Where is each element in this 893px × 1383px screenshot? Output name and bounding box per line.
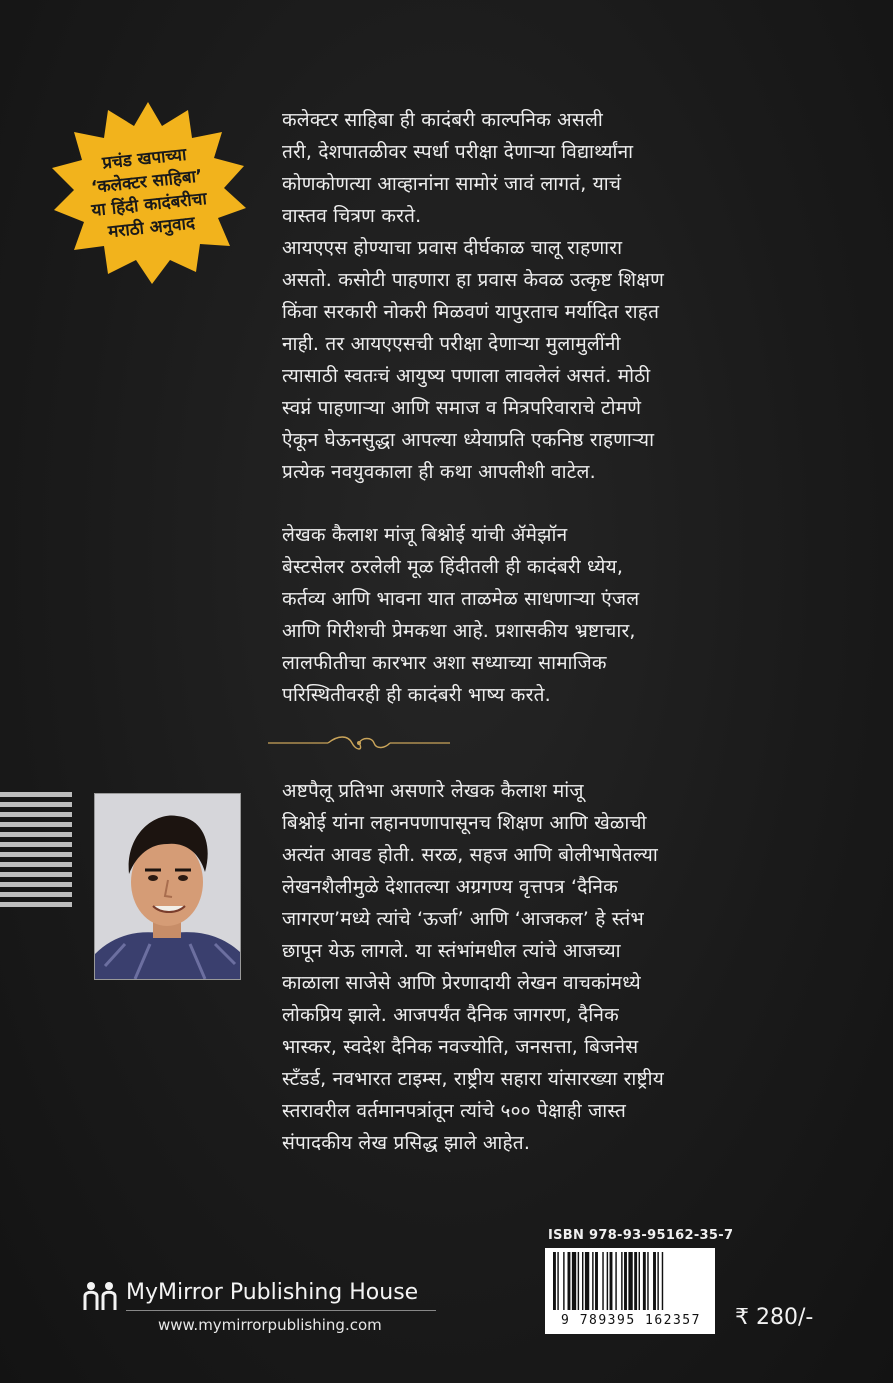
text-line: वास्तव चित्रण करते. xyxy=(282,205,422,227)
text-line: लेखनशैलीमुळे देशातल्या अग्रगण्य वृत्तपत्र ‘दैनिक xyxy=(282,876,618,898)
text-line: आयएएस होण्याचा प्रवास दीर्घकाळ चालू राहणारा xyxy=(282,237,623,259)
text-line: कर्तव्य आणि भावना यात ताळमेळ साधणाऱ्या एंजल xyxy=(282,588,640,610)
blurb-paragraph-3 xyxy=(282,519,770,711)
text-line: स्टँडर्ड, नवभारत टाइम्स, राष्ट्रीय सहारा यांसारख्या राष्ट्रीय xyxy=(282,1068,664,1090)
text-line: काळाला साजेसे आणि प्रेरणादायी लेखन वाचकांमध्ये xyxy=(282,972,641,994)
text-line: ऐकून घेऊनसुद्धा आपल्या ध्येयाप्रति एकनिष्ठ राहणाऱ्या xyxy=(282,429,655,451)
text-line: अष्टपैलू प्रतिभा असणारे लेखक कैलाश मांजू xyxy=(282,780,584,802)
decorative-stripes xyxy=(0,792,72,910)
text-line: जागरण’मध्ये त्यांचे ‘ऊर्जा’ आणि ‘आजकल’ हे स्तंभ xyxy=(282,908,644,930)
promo-starburst-badge xyxy=(48,100,248,285)
text-line: कोणकोणत्या आव्हानांना सामोरं जावं लागतं, याचं xyxy=(282,173,622,195)
text-line: लेखक कैलाश मांजू बिश्नोई यांची ॲमेझॉन xyxy=(282,524,568,546)
publisher-logo-icon xyxy=(82,1280,120,1310)
author-bio-paragraph xyxy=(282,775,770,1159)
badge-line: ‘कलेक्टर साहिबा’ xyxy=(90,166,204,198)
text-line: किंवा सरकारी नोकरी मिळवणं यापुरताच मर्यादित राहत xyxy=(282,301,660,323)
text-line: बेस्टसेलर ठरलेली मूळ हिंदीतली ही कादंबरी ध्येय, xyxy=(282,556,624,578)
price: ₹ 280/- xyxy=(735,1305,814,1330)
text-line: भास्कर, स्वदेश दैनिक नवज्योति, जनसत्ता, बिजनेस xyxy=(282,1036,639,1058)
text-line: त्यासाठी स्वतःचं आयुष्य पणाला लावलेलं असतं. मोठी xyxy=(282,365,651,387)
text-line: लालफीतीचा कारभार अशा सध्याच्या सामाजिक xyxy=(282,652,607,674)
text-line: तरी, देशपातळीवर स्पर्धा परीक्षा देणाऱ्या विद्यार्थ्यांना xyxy=(282,141,634,163)
blurb-paragraph-1 xyxy=(282,104,770,232)
publisher-url: www.mymirrorpublishing.com xyxy=(158,1316,382,1334)
isbn-label: ISBN 978-93-95162-35-7 xyxy=(548,1228,734,1243)
text-line: छापून येऊ लागले. या स्तंभांमधील त्यांचे आजच्या xyxy=(282,940,621,962)
ornament-divider xyxy=(268,732,450,754)
text-line: कलेक्टर साहिबा ही कादंबरी काल्पनिक असली xyxy=(282,109,603,131)
text-line: परिस्थितीवरही ही कादंबरी भाष्य करते. xyxy=(282,684,551,706)
text-line: स्तरावरील वर्तमानपत्रांतून त्यांचे ५०० पेक्षाही जास्त xyxy=(282,1100,626,1122)
badge-line: या हिंदी कादंबरीचा xyxy=(90,188,208,221)
blurb-paragraph-2 xyxy=(282,232,770,488)
text-line: प्रत्येक नवयुवकाला ही कथा आपलीशी वाटेल. xyxy=(282,461,596,483)
barcode-digits: 9 789395 162357 xyxy=(561,1313,701,1328)
badge-line: मराठी अनुवाद xyxy=(107,213,196,243)
badge-line: प्रचंड खपाच्या xyxy=(101,144,188,174)
publisher-underline xyxy=(126,1310,436,1311)
text-line: बिश्नोई यांना लहानपणापासूनच शिक्षण आणि खेळाची xyxy=(282,812,647,834)
text-line: संपादकीय लेख प्रसिद्ध झाले आहेत. xyxy=(282,1132,531,1154)
text-line: लोकप्रिय झाले. आजपर्यंत दैनिक जागरण, दैनिक xyxy=(282,1004,619,1026)
publisher-name: MyMirror Publishing House xyxy=(126,1280,419,1305)
badge-text xyxy=(62,140,235,249)
text-line: स्वप्नं पाहणाऱ्या आणि समाज व मित्रपरिवाराचे टोमणे xyxy=(282,397,642,419)
author-photo xyxy=(94,793,241,980)
text-line: अत्यंत आवड होती. सरळ, सहज आणि बोलीभाषेतल्या xyxy=(282,844,658,866)
text-line: आणि गिरीशची प्रेमकथा आहे. प्रशासकीय भ्रष्टाचार, xyxy=(282,620,636,642)
text-line: नाही. तर आयएएसची परीक्षा देणाऱ्या मुलामुलींनी xyxy=(282,333,621,355)
text-line: असतो. कसोटी पाहणारा हा प्रवास केवळ उत्कृष्ट शिक्षण xyxy=(282,269,665,291)
author-portrait-illustration xyxy=(95,794,240,979)
